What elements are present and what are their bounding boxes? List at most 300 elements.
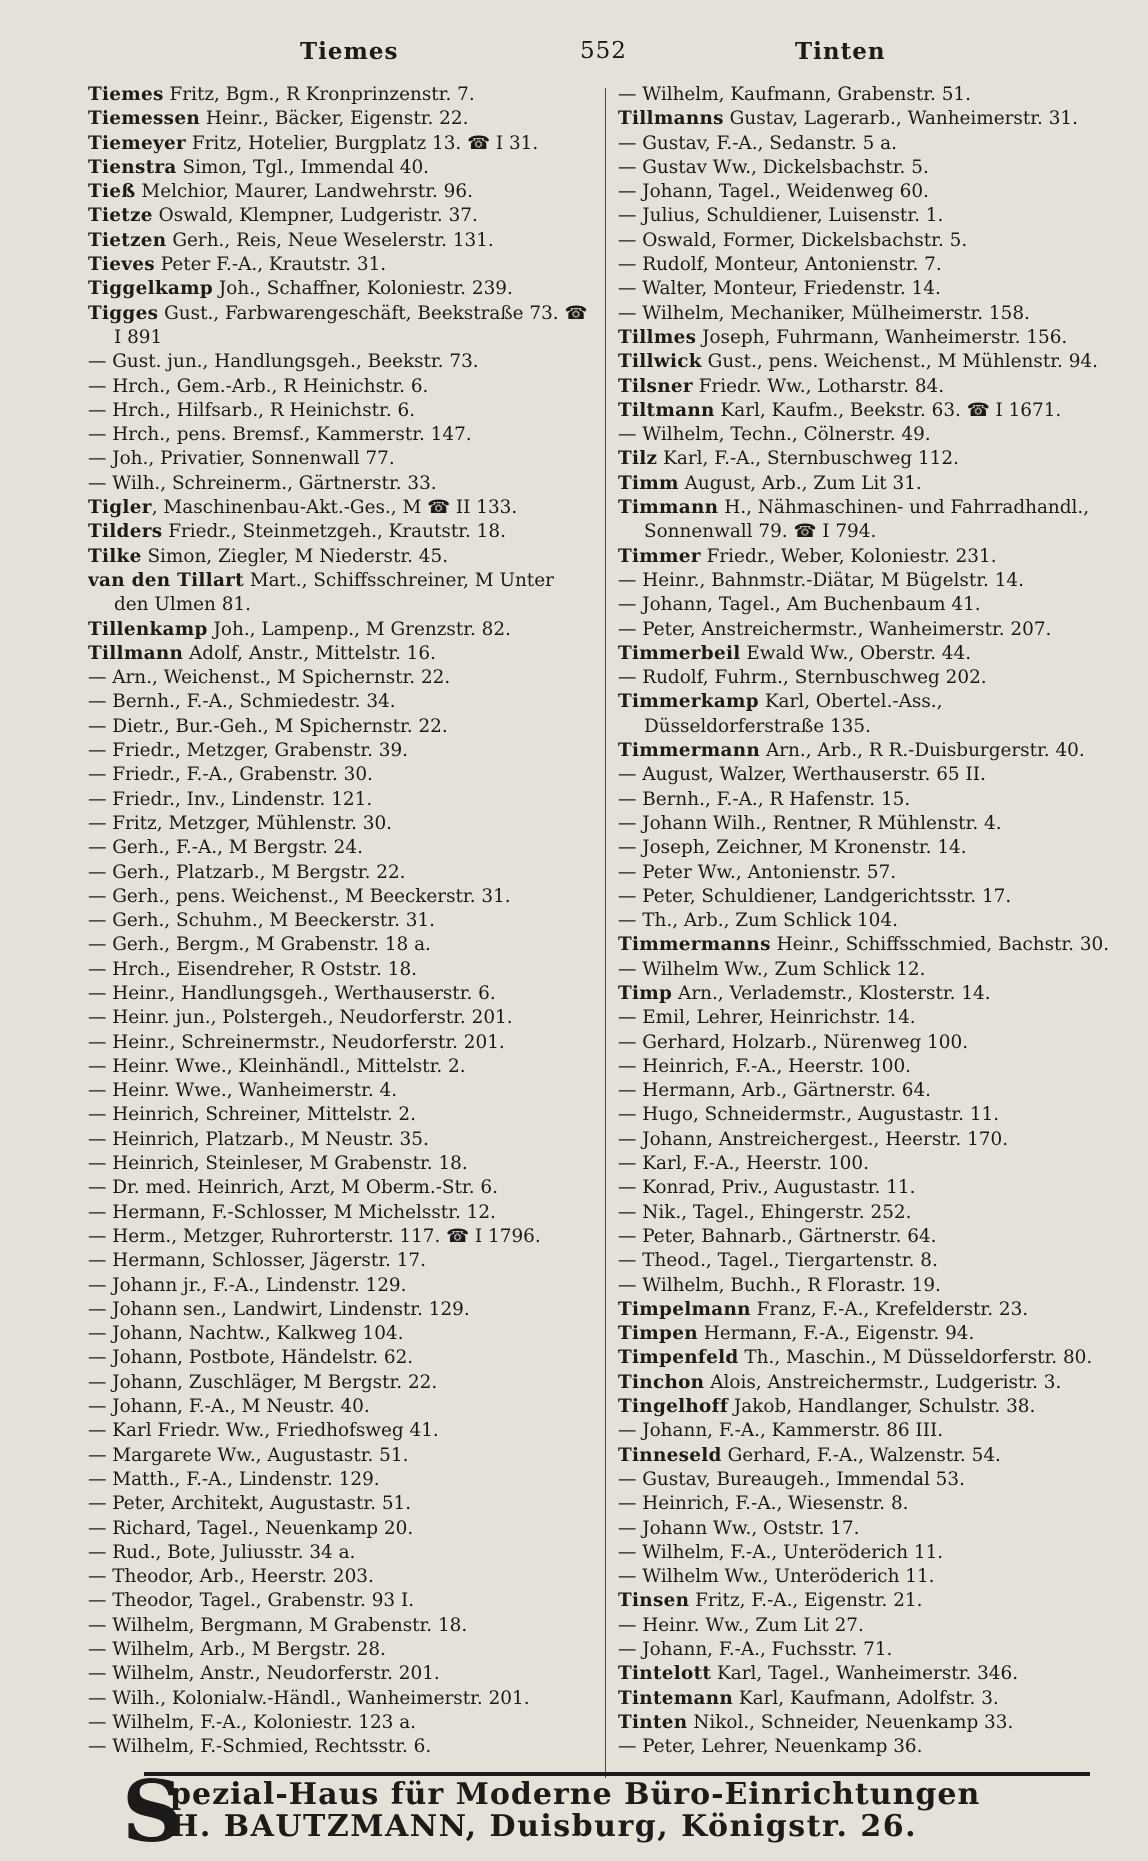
directory-entry xyxy=(618,1565,1124,1589)
directory-entry xyxy=(88,1492,594,1516)
entry-text: Arn., Verlademstr., Klosterstr. 14. xyxy=(672,982,991,1004)
entry-text: — Matth., F.-A., Lindenstr. 129. xyxy=(88,1468,380,1490)
entry-surname: Tingelhoff xyxy=(618,1396,729,1418)
directory-entry xyxy=(88,788,594,812)
directory-entry xyxy=(88,739,594,763)
entry-text: — Heinr. Wwe., Kleinhändl., Mittelstr. 2. xyxy=(88,1055,466,1077)
directory-entry xyxy=(618,1541,1124,1565)
directory-entry xyxy=(88,1638,594,1662)
directory-entry xyxy=(88,1079,594,1103)
directory-entry xyxy=(88,1735,594,1759)
directory-entry xyxy=(88,156,594,180)
entry-text: Th., Maschin., M Düsseldorferstr. 80. xyxy=(738,1347,1093,1369)
entry-text: — Gerhard, Holzarb., Nürenweg 100. xyxy=(618,1031,969,1053)
entry-surname: Timp xyxy=(618,982,673,1004)
entry-surname: Tintelott xyxy=(618,1663,712,1685)
directory-entry xyxy=(618,399,1124,423)
entry-text: — Johann, Postbote, Händelstr. 62. xyxy=(88,1347,414,1369)
directory-entry xyxy=(88,399,594,423)
directory-entry xyxy=(618,1735,1124,1759)
entry-text: Nikol., Schneider, Neuenkamp 33. xyxy=(687,1711,1014,1733)
entry-text: — Theodor, Tagel., Grabenstr. 93 I. xyxy=(88,1590,415,1612)
directory-entry xyxy=(618,812,1124,836)
directory-entry xyxy=(618,1128,1124,1152)
directory-entry xyxy=(88,496,594,520)
directory-entry xyxy=(88,1517,594,1541)
directory-entry xyxy=(88,642,594,666)
directory-entry xyxy=(618,1225,1124,1249)
entry-text: — Konrad, Priv., Augustastr. 11. xyxy=(618,1177,916,1199)
entry-text: Hermann, F.-A., Eigenstr. 94. xyxy=(697,1323,975,1345)
entry-surname: Tillwick xyxy=(618,351,702,373)
directory-entry xyxy=(88,1201,594,1225)
entry-surname: Timmann xyxy=(618,497,719,519)
entry-text: — Peter Ww., Antonienstr. 57. xyxy=(618,861,897,883)
entry-surname: Timpelmann xyxy=(618,1298,751,1320)
header-right-word: Tinten xyxy=(795,38,886,65)
entry-text: — Heinrich, Schreiner, Mittelstr. 2. xyxy=(88,1104,416,1126)
entry-surname: Tietzen xyxy=(88,229,167,251)
directory-entry xyxy=(88,1444,594,1468)
entry-text: Mart., Schiffsschreiner, M Unter den Ulmen 81. xyxy=(114,569,554,616)
directory-entry xyxy=(618,132,1124,156)
directory-entry xyxy=(88,1395,594,1419)
page-number: 552 xyxy=(580,38,627,64)
directory-entry xyxy=(88,1322,594,1346)
directory-entry xyxy=(88,204,594,228)
entry-surname: Timmer xyxy=(618,545,701,567)
entry-text: — Margarete Ww., Augustastr. 51. xyxy=(88,1444,409,1466)
entry-text: — Hugo, Schneidermstr., Augustastr. 11. xyxy=(618,1104,1000,1126)
entry-text: Melchior, Maurer, Landwehrstr. 96. xyxy=(135,181,473,203)
entry-text: Fritz, F.-A., Eigenstr. 21. xyxy=(689,1590,923,1612)
directory-entry xyxy=(618,1517,1124,1541)
directory-entry xyxy=(88,447,594,471)
directory-entry xyxy=(88,1152,594,1176)
entry-text: — Nik., Tagel., Ehingerstr. 252. xyxy=(618,1201,912,1223)
entry-text: — Gustav, Bureaugeh., Immendal 53. xyxy=(618,1468,965,1490)
entry-text: Ewald Ww., Oberstr. 44. xyxy=(740,642,972,664)
directory-entry xyxy=(88,1589,594,1613)
directory-entry xyxy=(88,1298,594,1322)
entry-surname: Tinsen xyxy=(618,1590,690,1612)
directory-entry xyxy=(88,618,594,642)
entry-surname: van den Tillart xyxy=(88,569,244,591)
directory-entry xyxy=(618,107,1124,131)
entry-text: — Bernh., F.-A., Schmiedestr. 34. xyxy=(88,691,396,713)
entry-text: — Johann, Nachtw., Kalkweg 104. xyxy=(88,1323,404,1345)
entry-text: — Heinr. Ww., Zum Lit 27. xyxy=(618,1614,864,1636)
entry-surname: Tillenkamp xyxy=(88,618,208,640)
entry-text: — Wilhelm, F.-A., Unteröderich 11. xyxy=(618,1541,944,1563)
entry-text: — Johann, Zuschläger, M Bergstr. 22. xyxy=(88,1371,438,1393)
directory-entry xyxy=(88,472,594,496)
entry-surname: Tintemann xyxy=(618,1687,734,1709)
entry-text: Fritz, Bgm., R Kronprinzenstr. 7. xyxy=(163,84,475,105)
directory-entry xyxy=(618,1687,1124,1711)
entry-text: Simon, Ziegler, M Niederstr. 45. xyxy=(141,545,449,567)
directory-entry xyxy=(618,204,1124,228)
entry-text: Joh., Lampenp., M Grenzstr. 82. xyxy=(207,618,511,640)
entry-text: Karl, F.-A., Sternbuschweg 112. xyxy=(657,448,959,470)
directory-entry xyxy=(618,569,1124,593)
entry-text: — Gerh., pens. Weichenst., M Beeckerstr. 31. xyxy=(88,885,511,907)
directory-entry xyxy=(88,375,594,399)
directory-entry xyxy=(618,277,1124,301)
directory-entry xyxy=(88,715,594,739)
entry-text: — Walter, Monteur, Friedenstr. 14. xyxy=(618,278,941,300)
entry-text: — Johann, Tagel., Weidenweg 60. xyxy=(618,181,929,203)
directory-entry xyxy=(88,958,594,982)
directory-entry xyxy=(618,763,1124,787)
directory-entry xyxy=(88,569,594,618)
directory-entry xyxy=(88,1128,594,1152)
entry-surname: Tinten xyxy=(618,1711,688,1733)
entry-text: Friedr. Ww., Lotharstr. 84. xyxy=(692,375,945,397)
directory-entry xyxy=(618,472,1124,496)
entry-text: — Peter, Lehrer, Neuenkamp 36. xyxy=(618,1736,923,1758)
entry-surname: Tiltmann xyxy=(618,399,715,421)
directory-entry xyxy=(618,933,1124,957)
directory-entry xyxy=(88,812,594,836)
directory-entry xyxy=(618,1176,1124,1200)
entry-text: — Dietr., Bur.-Geh., M Spichernstr. 22. xyxy=(88,715,448,737)
directory-entry xyxy=(618,885,1124,909)
entry-text: — Heinr., Schreinermstr., Neudorferstr. 201. xyxy=(88,1031,505,1053)
entry-surname: Tiemessen xyxy=(88,108,201,130)
entry-text: — Johann jr., F.-A., Lindenstr. 129. xyxy=(88,1274,407,1296)
entry-surname: Tilke xyxy=(88,545,142,567)
entry-text: — Karl Friedr. Ww., Friedhofsweg 41. xyxy=(88,1420,439,1442)
entry-text: Joh., Schaffner, Koloniestr. 239. xyxy=(213,278,513,300)
entry-surname: Tiemes xyxy=(88,84,164,105)
advertisement xyxy=(122,1762,1090,1861)
entry-surname: Tienstra xyxy=(88,156,177,178)
directory-entry xyxy=(618,1031,1124,1055)
directory-entry xyxy=(88,1541,594,1565)
entry-text: Karl, Kaufmann, Adolfstr. 3. xyxy=(733,1687,999,1709)
directory-entry xyxy=(88,229,594,253)
directory-entry xyxy=(88,690,594,714)
entry-text: — Heinrich, Steinleser, M Grabenstr. 18. xyxy=(88,1153,468,1175)
entry-surname: Tinneseld xyxy=(618,1444,722,1466)
directory-entry xyxy=(88,83,594,107)
running-head xyxy=(0,38,1148,74)
entry-text: — Wilhelm Ww., Zum Schlick 12. xyxy=(618,958,926,980)
entry-text: Karl, Kaufm., Beekstr. 63. ☎ I 1671. xyxy=(714,399,1062,421)
directory-entry xyxy=(88,520,594,544)
entry-text: — Friedr., Metzger, Grabenstr. 39. xyxy=(88,740,409,762)
entry-text: — Gustav Ww., Dickelsbachstr. 5. xyxy=(618,156,929,178)
header-left-word: Tiemes xyxy=(300,38,399,65)
entry-surname: Timpenfeld xyxy=(618,1347,739,1369)
directory-entry xyxy=(88,1371,594,1395)
entry-text: — Wilhelm, F.-Schmied, Rechtsstr. 6. xyxy=(88,1736,432,1758)
directory-entry xyxy=(88,1031,594,1055)
entry-text: — Heinrich, Platzarb., M Neustr. 35. xyxy=(88,1128,429,1150)
directory-entry xyxy=(88,1565,594,1589)
directory-entry xyxy=(88,545,594,569)
entry-text: Alois, Anstreichermstr., Ludgeristr. 3. xyxy=(704,1371,1062,1393)
entry-text: — Johann sen., Landwirt, Lindenstr. 129. xyxy=(88,1298,470,1320)
entry-text: — Theod., Tagel., Tiergartenstr. 8. xyxy=(618,1250,938,1272)
entry-text: — Rudolf, Monteur, Antonienstr. 7. xyxy=(618,254,942,276)
entry-text: Friedr., Steinmetzgeh., Krautstr. 18. xyxy=(162,521,506,543)
directory-entry xyxy=(618,1103,1124,1127)
entry-text: — Wilhelm, Anstr., Neudorferstr. 201. xyxy=(88,1663,440,1685)
entry-text: — Hermann, Arb., Gärtnerstr. 64. xyxy=(618,1080,932,1102)
entry-text: Peter F.-A., Krautstr. 31. xyxy=(154,254,387,276)
directory-entry xyxy=(618,642,1124,666)
entry-text: — Friedr., F.-A., Grabenstr. 30. xyxy=(88,764,373,786)
entry-surname: Timmerbeil xyxy=(618,642,741,664)
entry-surname: Tiggelkamp xyxy=(88,278,214,300)
directory-entry xyxy=(88,1176,594,1200)
entry-text: — Gerh., F.-A., M Bergstr. 24. xyxy=(88,837,363,859)
directory-entry xyxy=(88,132,594,156)
directory-entry xyxy=(618,83,1124,107)
left-column xyxy=(88,83,594,1783)
entry-text: — Friedr., Inv., Lindenstr. 121. xyxy=(88,788,373,810)
directory-entry xyxy=(618,1638,1124,1662)
directory-entry xyxy=(618,1055,1124,1079)
entry-text: Gerhard, F.-A., Walzenstr. 54. xyxy=(721,1444,1001,1466)
entry-text: — Heinrich, F.-A., Wiesenstr. 8. xyxy=(618,1493,909,1515)
directory-entry xyxy=(88,1103,594,1127)
entry-text: Franz, F.-A., Krefelderstr. 23. xyxy=(750,1298,1029,1320)
entry-text: — Th., Arb., Zum Schlick 104. xyxy=(618,910,898,932)
directory-entry xyxy=(88,1468,594,1492)
entry-surname: Tietze xyxy=(88,205,153,227)
entry-surname: Tiemeyer xyxy=(88,132,187,154)
directory-entry xyxy=(618,1006,1124,1030)
entry-text: — Richard, Tagel., Neuenkamp 20. xyxy=(88,1517,414,1539)
directory-entry xyxy=(88,1225,594,1249)
directory-entry xyxy=(618,958,1124,982)
entry-surname: Tinchon xyxy=(618,1371,705,1393)
directory-entry xyxy=(618,350,1124,374)
entry-text: — Hrch., pens. Bremsf., Kammerstr. 147. xyxy=(88,424,472,446)
entry-surname: Tigler xyxy=(88,497,152,519)
entry-text: — Heinrich, F.-A., Heerstr. 100. xyxy=(618,1055,911,1077)
entry-surname: Timpen xyxy=(618,1323,698,1345)
entry-text: — Peter, Schuldiener, Landgerichtsstr. 17. xyxy=(618,885,1012,907)
directory-entry xyxy=(618,1395,1124,1419)
entry-text: — Wilhelm, Mechaniker, Mülheimerstr. 158. xyxy=(618,302,1030,324)
entry-text: — Rud., Bote, Juliusstr. 34 a. xyxy=(88,1541,356,1563)
entry-text: Fritz, Hotelier, Burgplatz 13. ☎ I 31. xyxy=(186,132,539,154)
entry-text: — August, Walzer, Werthauserstr. 65 II. xyxy=(618,764,986,786)
directory-entry xyxy=(88,302,594,351)
entry-text: — Joseph, Zeichner, M Kronenstr. 14. xyxy=(618,837,967,859)
entry-text: — Peter, Bahnarb., Gärtnerstr. 64. xyxy=(618,1225,937,1247)
entry-text: — Wilhelm, Buchh., R Florastr. 19. xyxy=(618,1274,941,1296)
entry-text: — Karl, F.-A., Heerstr. 100. xyxy=(618,1153,869,1175)
right-column xyxy=(618,83,1124,1783)
entry-surname: Timmerkamp xyxy=(618,691,759,713)
directory-entry xyxy=(88,1055,594,1079)
entry-text: — Oswald, Former, Dickelsbachstr. 5. xyxy=(618,229,968,251)
directory-entry xyxy=(618,739,1124,763)
ad-initial-letter: S xyxy=(122,1762,183,1861)
directory-entry xyxy=(618,1201,1124,1225)
entry-text: Heinr., Bäcker, Eigenstr. 22. xyxy=(200,108,469,130)
directory-entry xyxy=(618,982,1124,1006)
entry-text: Gerh., Reis, Neue Weselerstr. 131. xyxy=(166,229,494,251)
entry-surname: Tilz xyxy=(618,448,658,470)
entry-surname: Tillmann xyxy=(88,642,184,664)
directory-entry xyxy=(618,253,1124,277)
entry-text: — Peter, Architekt, Augustastr. 51. xyxy=(88,1493,412,1515)
entry-text: — Wilhelm, Bergmann, M Grabenstr. 18. xyxy=(88,1614,468,1636)
entry-text: — Fritz, Metzger, Mühlenstr. 30. xyxy=(88,812,393,834)
directory-entry xyxy=(88,1419,594,1443)
ad-line-1: pezial-Haus für Moderne Büro-Einrichtungen xyxy=(170,1777,981,1812)
entry-text: — Arn., Weichenst., M Spichernstr. 22. xyxy=(88,667,451,689)
entry-text: — Gerh., Platzarb., M Bergstr. 22. xyxy=(88,861,406,883)
entry-text: — Hermann, F.-Schlosser, M Michelsstr. 12. xyxy=(88,1201,496,1223)
entry-text: — Julius, Schuldiener, Luisenstr. 1. xyxy=(618,205,944,227)
directory-entry xyxy=(618,375,1124,399)
directory-entry xyxy=(618,618,1124,642)
directory-entry xyxy=(618,861,1124,885)
entry-text: — Heinr., Handlungsgeh., Werthauserstr. 6. xyxy=(88,982,496,1004)
entry-text: — Theodor, Arb., Heerstr. 203. xyxy=(88,1566,374,1588)
directory-entry xyxy=(618,326,1124,350)
entry-text: — Wilhelm, Arb., M Bergstr. 28. xyxy=(88,1639,386,1660)
entry-text: — Johann Wilh., Rentner, R Mühlenstr. 4. xyxy=(618,812,1002,834)
directory-entry xyxy=(88,885,594,909)
entry-text: — Johann Ww., Oststr. 17. xyxy=(618,1517,860,1539)
entry-text: — Wilh., Schreinerm., Gärtnerstr. 33. xyxy=(88,472,437,494)
directory-entry xyxy=(618,1346,1124,1370)
directory-entry xyxy=(618,496,1124,545)
entry-text: — Heinr. Wwe., Wanheimerstr. 4. xyxy=(88,1080,398,1102)
entry-text: — Johann, F.-A., Kammerstr. 86 III. xyxy=(618,1420,944,1442)
directory-entry xyxy=(88,982,594,1006)
directory-entry xyxy=(88,1662,594,1686)
entry-text: — Dr. med. Heinrich, Arzt, M Oberm.-Str. 6. xyxy=(88,1177,498,1199)
directory-entry xyxy=(618,229,1124,253)
entry-surname: Timmermanns xyxy=(618,934,771,956)
entry-text: — Hermann, Schlosser, Jägerstr. 17. xyxy=(88,1250,426,1272)
entry-text: — Wilhelm, Kaufmann, Grabenstr. 51. xyxy=(618,84,971,105)
directory-entry xyxy=(618,593,1124,617)
entry-text: — Johann, F.-A., M Neustr. 40. xyxy=(88,1396,370,1418)
entry-text: Arn., Arb., R R.-Duisburgerstr. 40. xyxy=(760,740,1085,762)
directory-entry xyxy=(618,1444,1124,1468)
directory-entry xyxy=(618,1249,1124,1273)
entry-surname: Tigges xyxy=(88,302,159,324)
entry-surname: Tieves xyxy=(88,254,155,276)
entry-text: Karl, Tagel., Wanheimerstr. 346. xyxy=(711,1663,1019,1685)
entry-text: Gust., Farbwarengeschäft, Beekstraße 73. ☎ I 891 xyxy=(114,302,588,348)
entry-text: — Joh., Privatier, Sonnenwall 77. xyxy=(88,448,395,470)
entry-text: — Gerh., Schuhm., M Beeckerstr. 31. xyxy=(88,910,436,932)
directory-entry xyxy=(618,156,1124,180)
entry-text: — Gustav, F.-A., Sedanstr. 5 a. xyxy=(618,132,897,154)
entry-text: — Wilhelm, Techn., Cölnerstr. 49. xyxy=(618,424,931,446)
entry-text: Jakob, Handlanger, Schulstr. 38. xyxy=(728,1396,1036,1418)
directory-entry xyxy=(618,1711,1124,1735)
entry-text: — Johann, Anstreichergest., Heerstr. 170. xyxy=(618,1128,1009,1150)
directory-entry xyxy=(88,1006,594,1030)
directory-entry xyxy=(618,447,1124,471)
entry-text: — Heinr. jun., Polstergeh., Neudorferstr. 201. xyxy=(88,1007,513,1029)
entry-text: — Johann, Tagel., Am Buchenbaum 41. xyxy=(618,594,981,616)
directory-entry xyxy=(618,1662,1124,1686)
entry-text: — Hrch., Eisendreher, R Oststr. 18. xyxy=(88,958,417,980)
directory-entry xyxy=(618,423,1124,447)
entry-text: Friedr., Weber, Koloniestr. 231. xyxy=(700,545,997,567)
directory-entry xyxy=(618,836,1124,860)
directory-entry xyxy=(618,1419,1124,1443)
ad-line-2: H. BAUTZMANN, Duisburg, Königstr. 26. xyxy=(170,1809,918,1844)
entry-text: — Rudolf, Fuhrm., Sternbuschweg 202. xyxy=(618,667,987,689)
entry-text: — Gust. jun., Handlungsgeh., Beekstr. 73. xyxy=(88,351,479,373)
entry-text: — Wilhelm, F.-A., Koloniestr. 123 a. xyxy=(88,1711,417,1733)
directory-entry xyxy=(618,1322,1124,1346)
directory-entry xyxy=(618,1152,1124,1176)
directory-entry xyxy=(88,1614,594,1638)
directory-entry xyxy=(88,666,594,690)
entry-text: — Heinr., Bahnmstr.-Diätar, M Bügelstr. 14. xyxy=(618,569,1024,591)
directory-entry xyxy=(618,1492,1124,1516)
entry-text: Oswald, Klempner, Ludgeristr. 37. xyxy=(152,205,478,227)
entry-text: — Hrch., Gem.-Arb., R Heinichstr. 6. xyxy=(88,375,429,397)
entry-text: — Johann, F.-A., Fuchsstr. 71. xyxy=(618,1639,893,1660)
entry-text: Karl, Obertel.-Ass., Düsseldorferstraße 135. xyxy=(644,691,943,737)
entry-text: — Emil, Lehrer, Heinrichstr. 14. xyxy=(618,1007,916,1029)
directory-entry xyxy=(88,1346,594,1370)
directory-entry xyxy=(618,1589,1124,1613)
entry-text: — Herm., Metzger, Ruhrorterstr. 117. ☎ I 1796. xyxy=(88,1225,541,1247)
directory-entry xyxy=(618,1079,1124,1103)
directory-entry xyxy=(618,1298,1124,1322)
directory-entry xyxy=(88,1687,594,1711)
entry-surname: Tillmanns xyxy=(618,108,724,130)
directory-entry xyxy=(88,180,594,204)
entry-surname: Tilsner xyxy=(618,375,693,397)
entry-text: Gustav, Lagerarb., Wanheimerstr. 31. xyxy=(723,108,1078,130)
directory-entry xyxy=(618,180,1124,204)
ad-top-rule xyxy=(144,1772,1090,1776)
directory-entry xyxy=(618,909,1124,933)
directory-entry xyxy=(88,836,594,860)
directory-entry xyxy=(88,909,594,933)
entry-text: Simon, Tgl., Immendal 40. xyxy=(176,156,430,178)
entry-text: Heinr., Schiffsschmied, Bachstr. 30. xyxy=(770,934,1110,956)
entry-text: Joseph, Fuhrmann, Wanheimerstr. 156. xyxy=(696,326,1068,348)
directory-entry xyxy=(618,1468,1124,1492)
entry-text: — Hrch., Hilfsarb., R Heinichstr. 6. xyxy=(88,399,416,421)
entry-text: Gust., pens. Weichenst., M Mühlenstr. 94. xyxy=(701,351,1098,373)
entry-text: — Wilh., Kolonialw.-Händl., Wanheimerstr. 201. xyxy=(88,1687,530,1709)
entry-text: — Peter, Anstreichermstr., Wanheimerstr. 207. xyxy=(618,618,1052,640)
directory-entry xyxy=(88,423,594,447)
entry-text: — Bernh., F.-A., R Hafenstr. 15. xyxy=(618,788,911,810)
directory-entry xyxy=(618,302,1124,326)
directory-entry xyxy=(88,253,594,277)
entry-surname: Timm xyxy=(618,472,679,494)
entry-text: H., Nähmaschinen- und Fahrradhandl., Sonnenwall 79. ☎ I 794. xyxy=(644,497,1090,543)
directory-entry xyxy=(88,763,594,787)
entry-surname: Tieß xyxy=(88,181,136,203)
entry-text: Adolf, Anstr., Mittelstr. 16. xyxy=(183,642,436,664)
entry-surname: Tillmes xyxy=(618,326,697,348)
directory-entry xyxy=(618,690,1124,739)
entry-text: — Gerh., Bergm., M Grabenstr. 18 a. xyxy=(88,934,431,956)
